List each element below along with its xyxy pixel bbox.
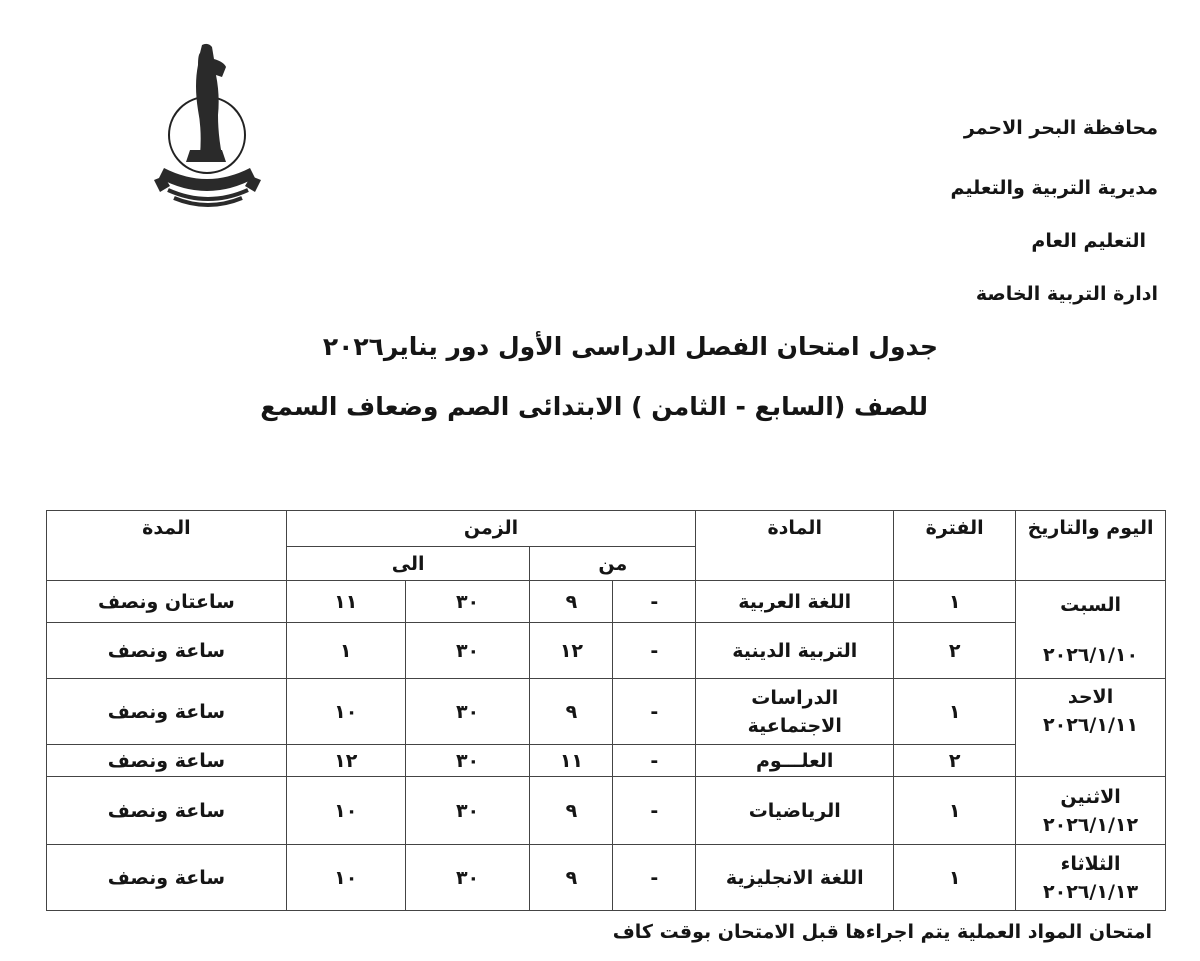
dash-cell: - [613,845,696,911]
to-hour-cell: ١٢ [286,745,405,777]
dash-cell: - [613,745,696,777]
table-row [47,581,1166,623]
header-duration: المدة [47,511,287,581]
duration-cell: ساعة ونصف [47,745,287,777]
from-hour-cell: ٩ [530,777,613,845]
day-date-cell [1016,679,1166,777]
exam-date: ٢٠٢٦/١/١٠ [1043,643,1139,666]
subject-cell: الرياضيات [696,777,894,845]
subject-cell: اللغة الانجليزية [696,845,894,911]
to-minute-cell: ٣٠ [405,777,530,845]
header-governorate: محافظة البحر الاحمر [963,117,1158,139]
table-row [47,745,1166,777]
to-minute-cell: ٣٠ [405,745,530,777]
table-row [47,845,1166,911]
to-minute-cell: ٣٠ [405,679,530,745]
duration-cell: ساعتان ونصف [47,581,287,623]
from-hour-cell: ١٢ [530,623,613,679]
subject-cell: التربية الدينية [696,623,894,679]
to-hour-cell: ١١ [286,581,405,623]
day-name: الاحد [1067,686,1114,708]
duration-cell: ساعة ونصف [47,777,287,845]
schedule-subtitle: للصف (السابع - الثامن ) الابتدائى الصم وضعاف السمع [260,392,928,421]
to-hour-cell: ١٠ [286,679,405,745]
period-cell: ٢ [894,745,1016,777]
dash-cell: - [613,777,696,845]
exam-date: ٢٠٢٦/١/١١ [1043,714,1139,736]
period-cell: ٢ [894,623,1016,679]
header-day-date: اليوم والتاريخ [1016,511,1166,581]
duration-cell: ساعة ونصف [47,623,287,679]
header-time: الزمن [286,511,695,547]
statue-emblem-icon [150,40,265,210]
header-general-education: التعليم العام [1031,230,1146,252]
table-row [47,679,1166,745]
table-row [47,623,1166,679]
to-minute-cell: ٣٠ [405,623,530,679]
day-name: الثلاثاء [1060,852,1121,875]
period-cell: ١ [894,777,1016,845]
day-date-cell [1016,845,1166,911]
to-minute-cell: ٣٠ [405,845,530,911]
subject-cell: اللغة العربية [696,581,894,623]
practical-exam-note: امتحان المواد العملية يتم اجراءها قبل الامتحان بوقت كاف [612,921,1152,943]
period-cell: ١ [894,581,1016,623]
to-hour-cell: ١ [286,623,405,679]
header-from: من [530,547,696,581]
from-hour-cell: ١١ [530,745,613,777]
exam-schedule-table [46,510,1166,911]
dash-cell: - [613,581,696,623]
schedule-title: جدول امتحان الفصل الدراسى الأول دور يناير٢٠٢٦ [322,332,938,361]
duration-cell: ساعة ونصف [47,679,287,745]
period-cell: ١ [894,679,1016,745]
header-special-education: ادارة التربية الخاصة [975,283,1158,305]
to-hour-cell: ١٠ [286,845,405,911]
day-date-cell [1016,777,1166,845]
from-hour-cell: ٩ [530,581,613,623]
duration-cell: ساعة ونصف [47,845,287,911]
day-date-cell [1016,581,1166,679]
subject-cell: الدراسات الاجتماعية [696,679,894,745]
day-name: السبت [1060,593,1121,616]
header-subject: المادة [696,511,894,581]
governorate-logo [150,40,265,210]
to-hour-cell: ١٠ [286,777,405,845]
from-hour-cell: ٩ [530,845,613,911]
exam-date: ٢٠٢٦/١/١٢ [1043,813,1139,836]
dash-cell: - [613,679,696,745]
header-directorate: مديرية التربية والتعليم [950,177,1158,199]
day-name: الاثنين [1060,785,1121,808]
period-cell: ١ [894,845,1016,911]
from-hour-cell: ٩ [530,679,613,745]
header-to: الى [286,547,530,581]
subject-cell: العلـــوم [696,745,894,777]
table-row [47,777,1166,845]
header-period: الفترة [894,511,1016,581]
exam-date: ٢٠٢٦/١/١٣ [1043,880,1139,903]
dash-cell: - [613,623,696,679]
to-minute-cell: ٣٠ [405,581,530,623]
